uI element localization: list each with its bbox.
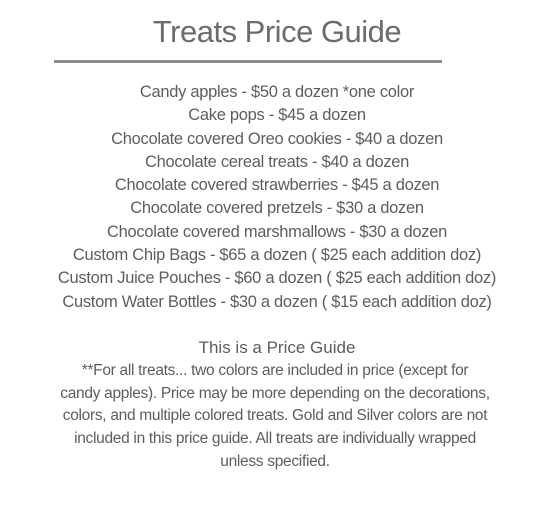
price-item-water-bottles: Custom Water Bottles - $30 a dozen ( $15 each addition doz) (62, 292, 492, 311)
price-item-candy-apples: Candy apples - $50 a dozen *one color (139, 83, 415, 101)
price-item-chip-bags: Custom Chip Bags - $65 a dozen ( $25 each addition doz) (72, 246, 482, 265)
guide-heading: This is a Price Guide (198, 338, 356, 357)
price-item-strawberries: Chocolate covered strawberries - $45 a dozen (114, 176, 440, 195)
price-item-marshmallows: Chocolate covered marshmallows - $30 a dozen (107, 222, 447, 241)
price-item-juice-pouches: Custom Juice Pouches - $60 a dozen ( $25 each addition doz) (57, 269, 497, 288)
price-item-pretzels: Chocolate covered pretzels - $30 a dozen (130, 199, 424, 218)
price-item-cake-pops: Cake pops - $45 a dozen (188, 106, 366, 125)
title-divider (54, 60, 442, 63)
price-item-cereal-treats: Chocolate cereal treats - $40 a dozen (144, 152, 410, 171)
price-list (0, 81, 554, 314)
guide-note: **For all treats... two colors are included in price (except for candy apples). Price may be more depending on the decorations, colors, and multiple colored treats. Gold and Silver colors are not included in this price guide. All treats are individually wrapped unless specified. (60, 362, 490, 470)
page-title: Treats Price Guide (152, 14, 402, 49)
price-item-oreo-cookies: Chocolate covered Oreo cookies - $40 a dozen (111, 129, 443, 148)
